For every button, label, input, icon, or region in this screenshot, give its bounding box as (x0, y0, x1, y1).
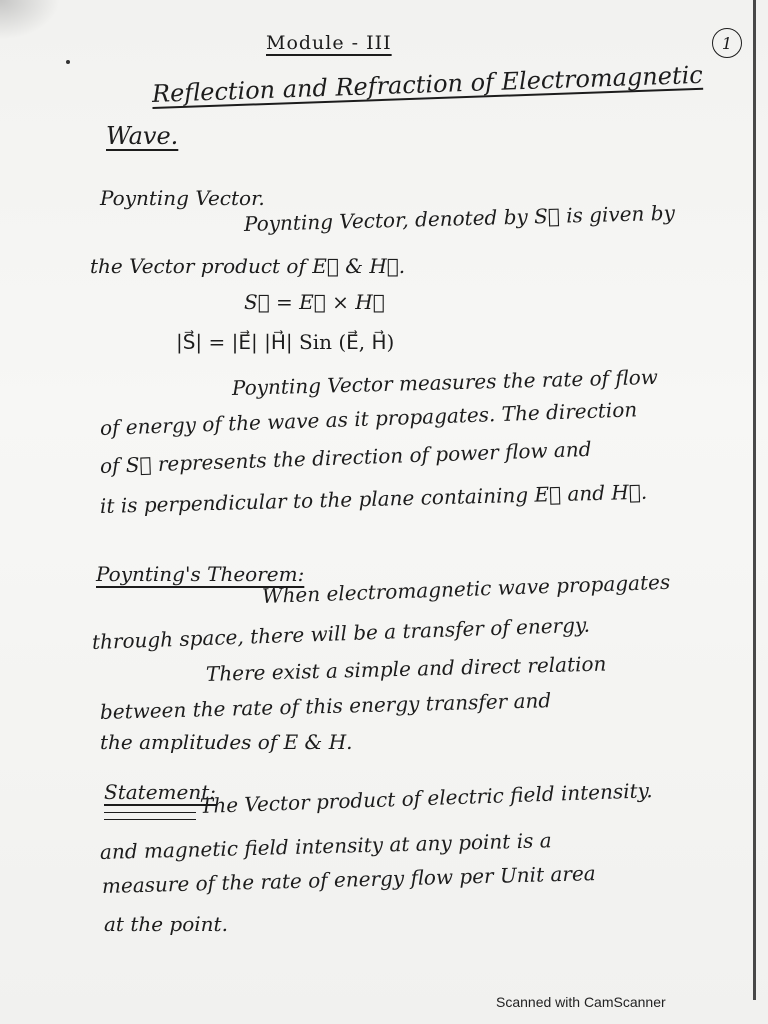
poynting-vector-line: of energy of the wave as it propagates. The direction (99, 397, 638, 440)
statement-line: measure of the rate of energy flow per Unit area (101, 861, 596, 898)
module-heading: Module - III (266, 32, 392, 54)
poynting-theorem-line: the amplitudes of E & H. (100, 730, 353, 754)
page-corner-shadow (0, 0, 60, 40)
poynting-vector-line: of S⃗ represents the direction of power flow and (99, 436, 592, 478)
statement-line: The Vector product of electric field intensity. (199, 778, 653, 818)
statement-heading: Statement: (104, 780, 216, 804)
poynting-vector-line: Poynting Vector measures the rate of flow (231, 364, 659, 400)
poynting-vector-heading: Poynting Vector. (100, 186, 265, 210)
paper-speck (66, 60, 70, 64)
poynting-vector-formula: S⃗ = E⃗ × H⃗ (244, 290, 385, 314)
poynting-vector-line: it is perpendicular to the plane containing E⃗ and H⃗. (99, 479, 648, 518)
poynting-theorem-heading: Poynting's Theorem: (96, 562, 305, 586)
poynting-theorem-line: There exist a simple and direct relation (205, 651, 607, 686)
statement-line: and magnetic field intensity at any point is a (99, 828, 552, 864)
poynting-vector-magnitude: |S⃗| = |E⃗| |H⃗| Sin (E⃗, H⃗) (176, 330, 395, 354)
statement-underline (104, 812, 196, 820)
title-line-1: Reflection and Refraction of Electromagnetic (151, 60, 704, 108)
title-line-2: Wave. (106, 122, 179, 150)
page-number: 1 (712, 28, 742, 58)
poynting-theorem-line: between the rate of this energy transfer and (99, 688, 552, 724)
poynting-theorem-line: through space, there will be a transfer of energy. (91, 612, 591, 654)
statement-line: at the point. (104, 912, 228, 936)
poynting-vector-line: the Vector product of E⃗ & H⃗. (90, 254, 406, 278)
poynting-vector-line: Poynting Vector, denoted by S⃗ is given by (243, 200, 676, 236)
scanner-watermark: Scanned with CamScanner (496, 994, 666, 1010)
poynting-theorem-line: When electromagnetic wave propagates (261, 569, 671, 608)
page-edge-shadow (753, 0, 756, 1000)
